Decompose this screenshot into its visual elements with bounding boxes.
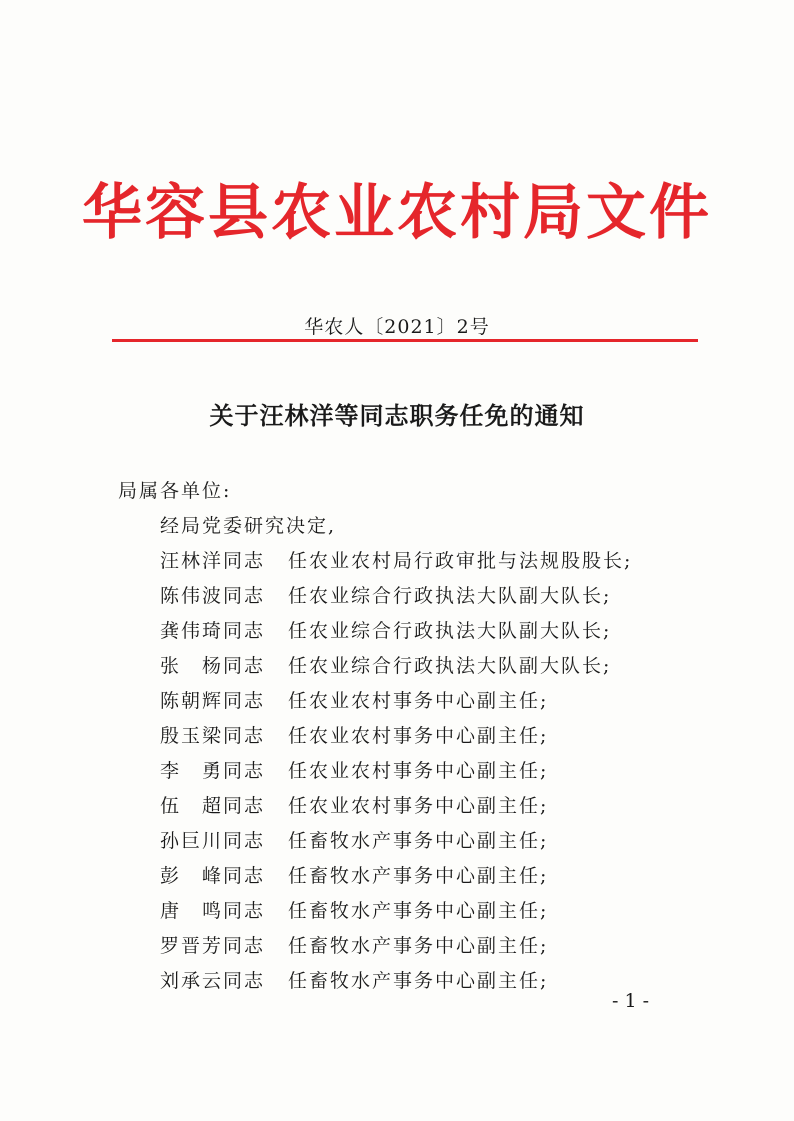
appointed-position: 任农业农村事务中心副主任; bbox=[288, 690, 549, 712]
appointment-row bbox=[160, 826, 632, 861]
appointment-row bbox=[160, 791, 632, 826]
appointee-name: 彭 峰同志 bbox=[160, 865, 266, 887]
appointed-position: 任农业农村事务中心副主任; bbox=[288, 725, 549, 747]
appointee-name: 唐 鸣同志 bbox=[160, 900, 266, 922]
appointee-name: 陈伟波同志 bbox=[160, 585, 266, 607]
page-number: - 1 - bbox=[612, 990, 650, 1012]
appointed-position: 任农业农村事务中心副主任; bbox=[288, 795, 549, 817]
appointed-position: 任农业综合行政执法大队副大队长; bbox=[288, 620, 612, 642]
appointment-row bbox=[160, 546, 632, 581]
appointed-position: 任畜牧水产事务中心副主任; bbox=[288, 865, 549, 887]
appointee-name: 陈朝辉同志 bbox=[160, 690, 266, 712]
appointment-row bbox=[160, 966, 632, 1001]
appointment-row bbox=[160, 861, 632, 896]
appointed-position: 任农业综合行政执法大队副大队长; bbox=[288, 655, 612, 677]
appointment-row bbox=[160, 581, 632, 616]
appointment-row bbox=[160, 616, 632, 651]
appointment-row bbox=[160, 721, 632, 756]
appointee-name: 殷玉梁同志 bbox=[160, 725, 266, 747]
appointee-name: 张 杨同志 bbox=[160, 655, 266, 677]
appointment-row bbox=[160, 651, 632, 686]
appointee-name: 龚伟琦同志 bbox=[160, 620, 266, 642]
appointee-name: 汪林洋同志 bbox=[160, 550, 266, 572]
appointed-position: 任畜牧水产事务中心副主任; bbox=[288, 970, 549, 992]
appointee-name: 李 勇同志 bbox=[160, 760, 266, 782]
appointment-list bbox=[160, 546, 632, 1001]
appointed-position: 任畜牧水产事务中心副主任; bbox=[288, 830, 549, 852]
appointed-position: 任农业农村事务中心副主任; bbox=[288, 760, 549, 782]
appointee-name: 刘承云同志 bbox=[160, 970, 266, 992]
appointed-position: 任农业农村局行政审批与法规股股长; bbox=[288, 550, 633, 572]
salutation: 局属各单位: bbox=[118, 480, 232, 502]
appointee-name: 罗晋芳同志 bbox=[160, 935, 266, 957]
appointment-row bbox=[160, 756, 632, 791]
red-divider-line bbox=[112, 339, 698, 342]
appointment-row bbox=[160, 896, 632, 931]
notice-title: 关于汪林洋等同志职务任免的通知 bbox=[209, 402, 585, 430]
appointee-name: 伍 超同志 bbox=[160, 795, 266, 817]
appointed-position: 任畜牧水产事务中心副主任; bbox=[288, 900, 549, 922]
appointee-name: 孙巨川同志 bbox=[160, 830, 266, 852]
document-masthead: 华容县农业农村局文件 bbox=[82, 178, 712, 248]
appointment-row bbox=[160, 686, 632, 721]
appointed-position: 任畜牧水产事务中心副主任; bbox=[288, 935, 549, 957]
document-number: 华农人〔2021〕2号 bbox=[304, 316, 490, 338]
intro-text: 经局党委研究决定, bbox=[160, 515, 337, 537]
appointed-position: 任农业综合行政执法大队副大队长; bbox=[288, 585, 612, 607]
appointment-row bbox=[160, 931, 632, 966]
